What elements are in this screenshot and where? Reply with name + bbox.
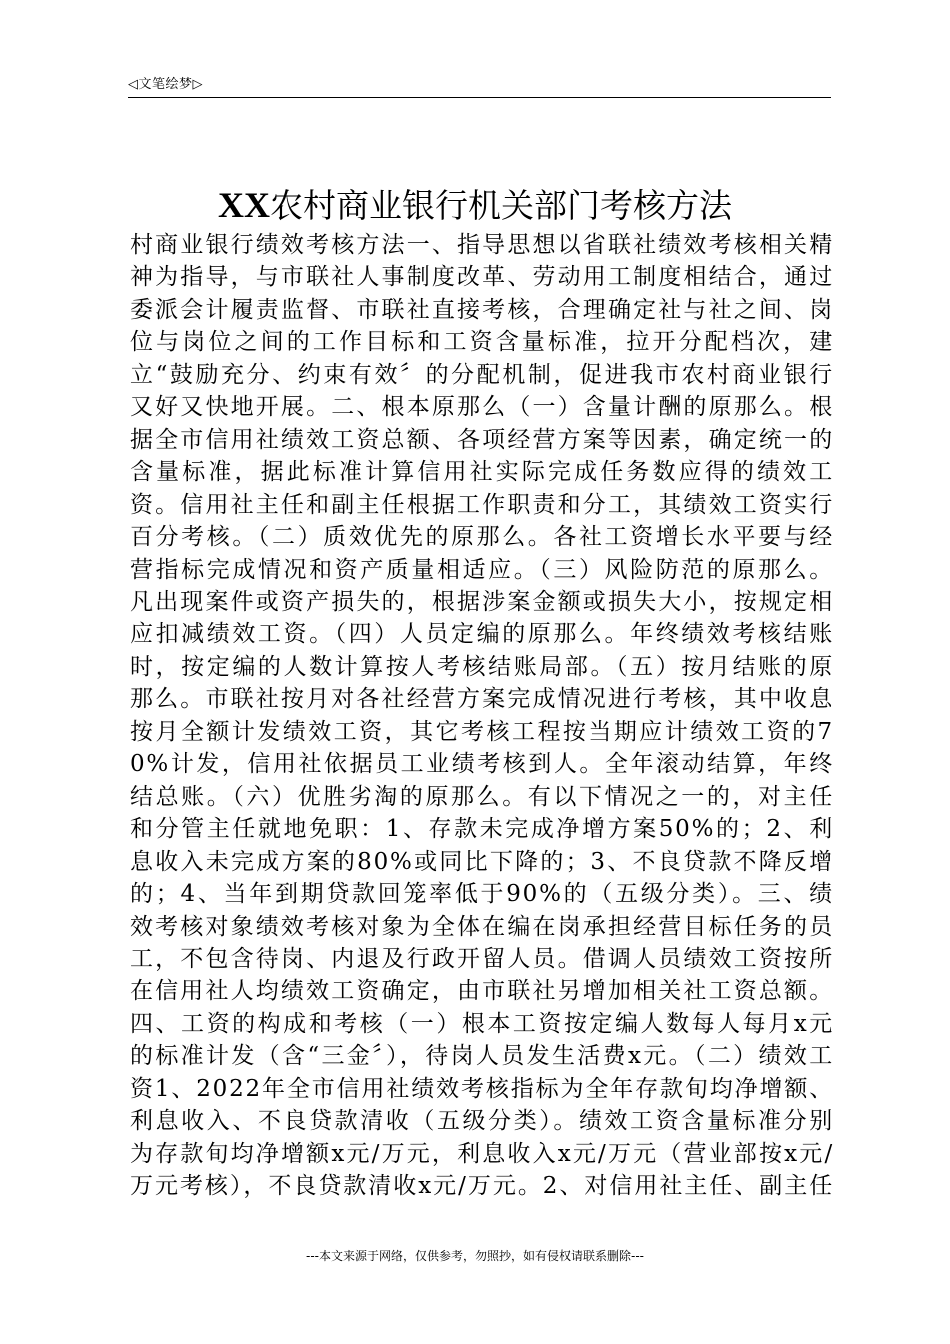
document-title bbox=[0, 183, 950, 228]
document-title-prefix: XX bbox=[218, 185, 270, 225]
document-title-main: 农村商业银行机关部门考核方法 bbox=[270, 186, 732, 225]
header-divider bbox=[128, 97, 831, 98]
header-watermark: ◁文笔绘梦▷ bbox=[128, 77, 203, 92]
document-body: 村商业银行绩效考核方法一、指导思想以省联社绩效考核相关精神为指导，与市联社人事制度改革、劳动用工制度相结合，通过委派会计履责监督、市联社直接考核，合理确定社与社之间、岗位与岗位之间的工作目标和工资含量标准，拉开分配档次，建立“鼓励充分、约束有效〞的分配机制，促进我市农村商业银行又好又快地开展。二、根本原那么（一）含量计酬的原那么。根据全市信用社绩效工资总额、各项经营方案等因素，确定统一的含量标准，据此标准计算信用社实际完成任务数应得的绩效工资。信用社主任和副主任根据工作职责和分工，其绩效工资实行百分考核。（二）质效优先的原那么。各社工资增长水平要与经营指标完成情况和资产质量相适应。（三）风险防范的原那么。凡出现案件或资产损失的，根据涉案金额或损失大小，按规定相应扣减绩效工资。（四）人员定编的原那么。年终绩效考核结账时，按定编的人数计算按人考核结账局部。（五）按月结账的原那么。市联社按月对各社经营方案完成情况进行考核，其中收息按月全额计发绩效工资，其它考核工程按当期应计绩效工资的70%计发，信用社依据员工业绩考核到人。全年滚动结算，年终结总账。（六）优胜劣淘的原那么。有以下情况之一的，对主任和分管主任就地免职：1、存款未完成净增方案50%的；2、利息收入未完成方案的80%或同比下降的；3、不良贷款不降反增的；4、当年到期贷款回笼率低于90%的（五级分类）。三、绩效考核对象绩效考核对象为全体在编在岗承担经营目标任务的员工，不包含待岗、内退及行政开留人员。借调人员绩效工资按所在信用社人均绩效工资确定，由市联社另增加相关社工资总额。四、工资的构成和考核（一）根本工资按定编人数每人每月x元的标准计发（含“三金〞），待岗人员发生活费x元。（二）绩效工资1、2022年全市信用社绩效考核指标为全年存款旬均净增额、利息收入、不良贷款清收（五级分类）。绩效工资含量标准分别为存款旬均净增额x元/万元，利息收入x元/万元（营业部按x元/万元考核），不良贷款清收x元/万元。2、对信用社主任、副主任 bbox=[130, 232, 834, 1200]
footer-disclaimer: ---本文来源于网络，仅供参考，勿照抄，如有侵权请联系删除--- bbox=[306, 1249, 644, 1263]
